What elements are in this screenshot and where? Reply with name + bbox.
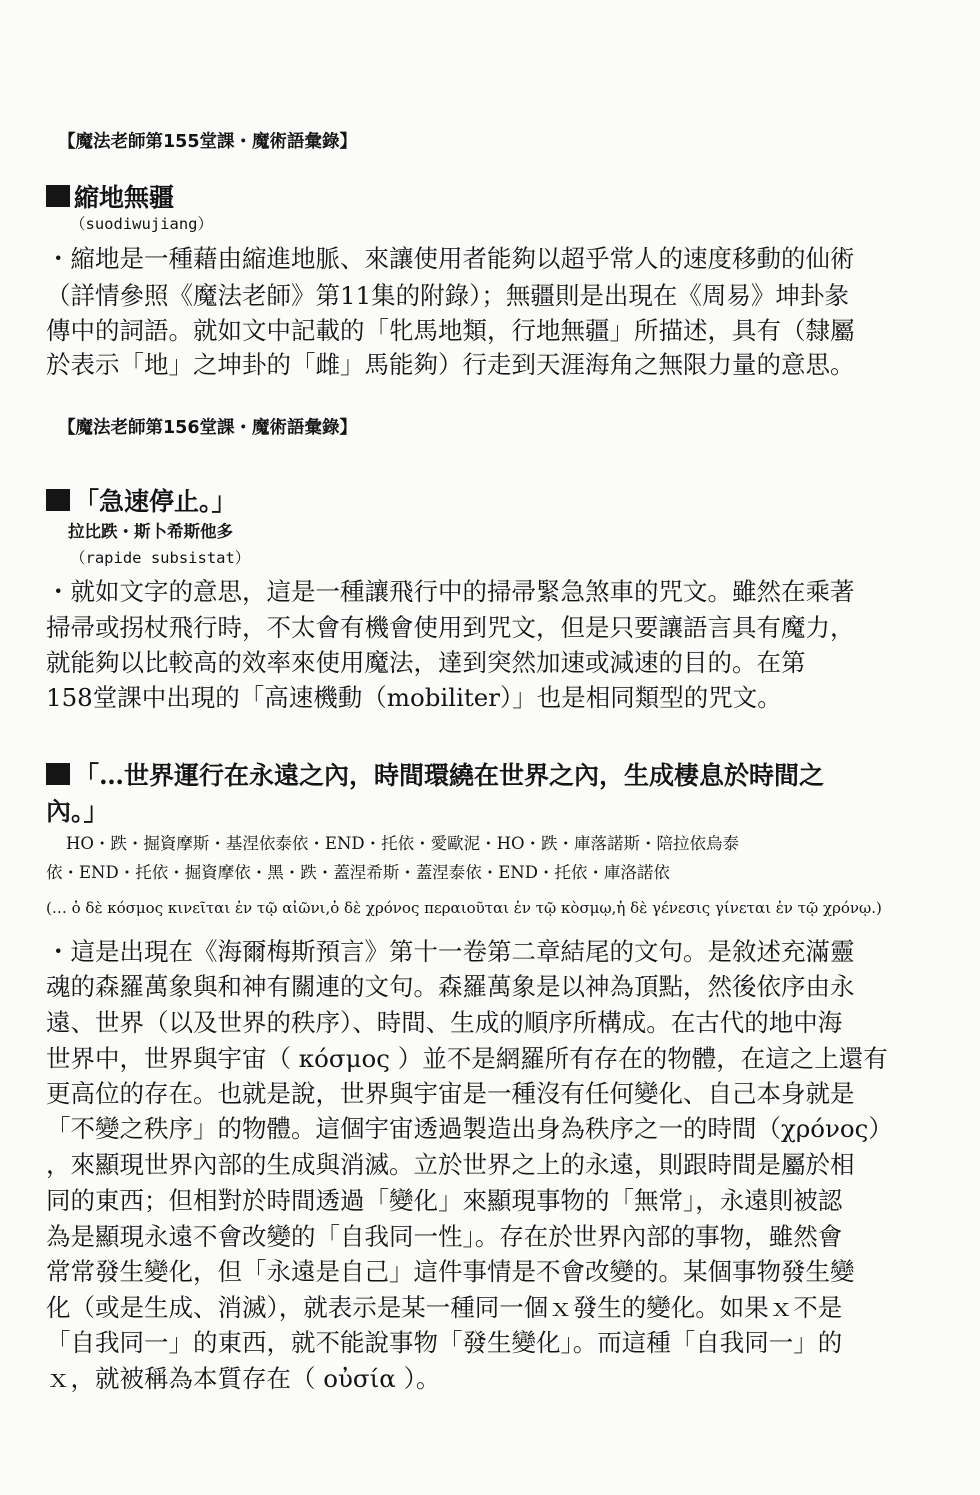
term-hermes-quote xyxy=(46,756,824,792)
term-title: 「急速停止。」 xyxy=(74,487,237,516)
body-line: 更高位的存在。也就是說，世界與宇宙是一種沒有任何變化、自己本身就是 xyxy=(46,1079,855,1108)
term-suodiwujiang xyxy=(46,178,174,214)
black-square-icon xyxy=(46,489,70,511)
body-line: ｘ，就被稱為本質存在（ οὐσία ）。 xyxy=(46,1364,441,1393)
term-title-line1: 「…世界運行在永遠之內，時間環繞在世界之內，生成棲息於時間之 xyxy=(74,761,825,790)
term-rapide-subsistat xyxy=(46,482,237,518)
body-line: 於表示「地」之坤卦的「雌」馬能夠）行走到天涯海角之無限力量的意思。 xyxy=(46,350,855,379)
term-title-line2: 內。」 xyxy=(46,797,109,826)
black-square-icon xyxy=(46,763,70,785)
term-reading: 拉比跌・斯卜希斯他多 xyxy=(68,522,233,541)
body-line: ，來顯現世界內部的生成與消滅。立於世界之上的永遠，則跟時間是屬於相 xyxy=(46,1150,855,1179)
body-line: ・縮地是一種藉由縮進地脈、來讓使用者能夠以超乎常人的速度移動的仙術 xyxy=(46,244,855,273)
body-line: 為是顯現永遠不會改變的「自我同一性」。存在於世界內部的事物，雖然會 xyxy=(46,1222,843,1251)
body-line: 世界中，世界與宇宙（ κόσμος ）並不是網羅所有存在的物體，在這之上還有 xyxy=(46,1044,888,1073)
body-line: 魂的森羅萬象與和神有關連的文句。森羅萬象是以神為頂點，然後依序由永 xyxy=(46,972,855,1001)
body-line: 「不變之秩序」的物體。這個宇宙透過製造出身為秩序之一的時間（χρόνος） xyxy=(46,1114,893,1143)
body-line: 傳中的詞語。就如文中記載的「牝馬地類，行地無疆」所描述，具有（隸屬 xyxy=(46,316,855,345)
body-line: 常常發生變化，但「永遠是自己」這件事情是不會改變的。某個事物發生變 xyxy=(46,1257,855,1286)
term-romaji: （rapide subsistat） xyxy=(70,549,251,567)
term-reading-line2: 依・END・托依・掘資摩依・黑・跌・蓋涅希斯・蓋涅泰依・END・托依・庫洛諾依 xyxy=(46,863,670,882)
body-line: 就能夠以比較高的效率來使用魔法，達到突然加速或減速的目的。在第 xyxy=(46,648,806,677)
term-romaji: （suodiwujiang） xyxy=(70,215,213,233)
body-line: 遠、世界（以及世界的秩序）、時間、生成的順序所構成。在古代的地中海 xyxy=(46,1008,843,1037)
greek-original: (… ὁ δὲ κόσμος κινεῖται ἐν τῷ αἰῶνι,ὁ δὲ χρόνος περαιοῦται ἐν τῷ κòσμῳ,ἡ δὲ γένεσις γίνεται ἐν τῷ χρόνῳ.) xyxy=(46,899,882,917)
lesson-156-header: 【魔法老師第156堂課・魔術語彙錄】 xyxy=(58,418,358,438)
body-line: ・這是出現在《海爾梅斯預言》第十一卷第二章結尾的文句。是敘述充滿靈 xyxy=(46,937,855,966)
body-line: 同的東西；但相對於時間透過「變化」來顯現事物的「無常」，永遠則被認 xyxy=(46,1186,843,1215)
body-line: ・就如文字的意思，這是一種讓飛行中的掃帚緊急煞車的咒文。雖然在乘著 xyxy=(46,577,855,606)
lesson-155-header: 【魔法老師第155堂課・魔術語彙錄】 xyxy=(58,132,358,152)
body-line: 掃帚或拐杖飛行時，不太會有機會使用到咒文，但是只要讓語言具有魔力， xyxy=(46,613,855,642)
body-line: 158堂課中出現的「高速機動（mobiliter）」也是相同類型的咒文。 xyxy=(46,683,782,712)
term-title: 縮地無疆 xyxy=(74,183,175,212)
body-line: 「自我同一」的東西，就不能說事物「發生變化」。而這種「自我同一」的 xyxy=(46,1328,843,1357)
body-line: 化（或是生成、消滅），就表示是某一種同一個ｘ發生的變化。如果ｘ不是 xyxy=(46,1293,843,1322)
term-reading-line1: HO・跌・掘資摩斯・基涅依泰依・END・托依・愛歐泥・HO・跌・庫落諾斯・陪拉依烏泰 xyxy=(66,834,740,853)
body-line: （詳情參照《魔法老師》第11集的附錄）；無疆則是出現在《周易》坤卦彖 xyxy=(46,281,849,310)
black-square-icon xyxy=(46,185,70,207)
